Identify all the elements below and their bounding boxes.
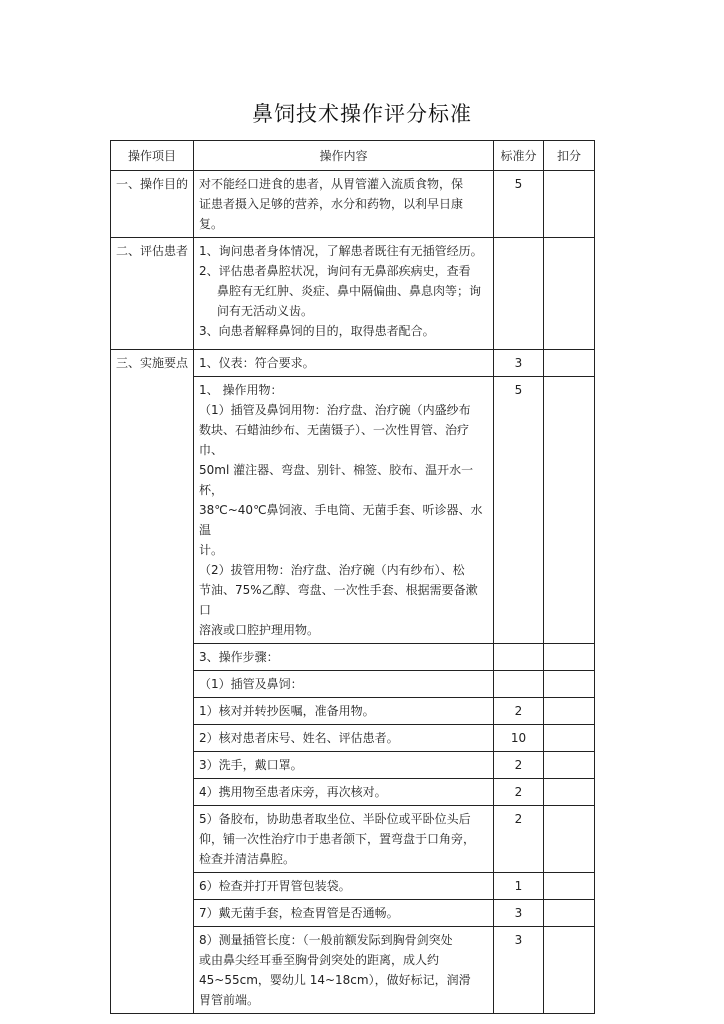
content-cell <box>194 779 494 806</box>
score-cell: 2 <box>494 752 544 779</box>
content-line: 计。 <box>199 543 224 557</box>
content-line: 鼻腔有无红肿、炎症、鼻中隔偏曲、鼻息肉等；询 <box>217 284 482 298</box>
content-line: 7）戴无菌手套，检查胃管是否通畅。 <box>199 906 399 920</box>
deduct-cell <box>544 644 595 671</box>
content-line: 2、评估患者鼻腔状况，询问有无鼻部疾病史，查看 <box>199 264 471 278</box>
content-line: 1）核对并转抄医嘱，准备用物。 <box>199 704 375 718</box>
content-assess <box>194 238 494 350</box>
table-row <box>111 171 595 238</box>
deduct-cell <box>544 698 595 725</box>
content-line: 1、询问患者身体情况，了解患者既往有无插管经历。 <box>199 244 483 258</box>
header-item: 操作项目 <box>111 141 194 171</box>
content-cell <box>194 752 494 779</box>
content-line: 对不能经口进食的患者，从胃管灌入流质食物，保 <box>199 177 464 191</box>
content-purpose <box>194 171 494 238</box>
score-cell: 5 <box>494 171 544 238</box>
content-line: 45~55cm，婴幼儿 14~18cm），做好标记，润滑 <box>199 973 471 987</box>
content-line: 或由鼻尖经耳垂至胸骨剑突处的距离，成人约 <box>199 953 440 967</box>
content-line: （1）插管及鼻饲用物：治疗盘、治疗碗（内盛纱布 <box>199 403 471 417</box>
score-cell: 3 <box>494 350 544 377</box>
score-cell <box>494 238 544 350</box>
content-cell <box>194 350 494 377</box>
content-line: 3）洗手，戴口罩。 <box>199 758 303 772</box>
content-cell <box>194 698 494 725</box>
content-line: 溶液或口腔护理用物。 <box>199 623 320 637</box>
content-line: 50ml 灌注器、弯盘、别针、棉签、胶布、温开水一杯， <box>199 463 474 497</box>
score-cell: 5 <box>494 377 544 644</box>
deduct-cell <box>544 725 595 752</box>
header-row <box>111 141 595 171</box>
scoring-table <box>110 140 595 1014</box>
table-row <box>111 238 595 350</box>
score-cell: 3 <box>494 927 544 1014</box>
page-title: 鼻饲技术操作评分标准 <box>252 102 472 126</box>
score-cell: 2 <box>494 698 544 725</box>
content-line: 2）核对患者床号、姓名、评估患者。 <box>199 731 399 745</box>
content-cell <box>194 644 494 671</box>
content-line: 1、仪表：符合要求。 <box>199 356 315 370</box>
item-assess: 二、评估患者 <box>111 238 194 350</box>
content-line: 4）携用物至患者床旁，再次核对。 <box>199 785 387 799</box>
score-cell: 10 <box>494 725 544 752</box>
table-row <box>111 350 595 377</box>
content-line: 数块、石蜡油纱布、无菌镊子）、一次性胃管、治疗巾、 <box>199 423 470 457</box>
content-line: 8）测量插管长度：（一般前额发际到胸骨剑突处 <box>199 933 453 947</box>
deduct-cell <box>544 806 595 873</box>
deduct-cell <box>544 900 595 927</box>
deduct-cell <box>544 350 595 377</box>
deduct-cell <box>544 873 595 900</box>
deduct-cell <box>544 671 595 698</box>
content-line: 3、操作步骤： <box>199 650 279 664</box>
score-cell: 2 <box>494 806 544 873</box>
content-cell <box>194 873 494 900</box>
score-cell <box>494 671 544 698</box>
score-cell <box>494 644 544 671</box>
content-line: （1）插管及鼻饲： <box>199 677 303 691</box>
content-cell <box>194 671 494 698</box>
content-line: 38℃~40℃鼻饲液、手电筒、无菌手套、听诊器、水温 <box>199 503 483 537</box>
deduct-cell <box>544 752 595 779</box>
deduct-cell <box>544 927 595 1014</box>
content-line: （2）拔管用物：治疗盘、治疗碗（内有纱布）、松 <box>199 563 465 577</box>
content-line: 6）检查并打开胃管包装袋。 <box>199 879 351 893</box>
score-cell: 1 <box>494 873 544 900</box>
content-line: 1、 操作用物： <box>199 383 283 397</box>
header-content: 操作内容 <box>194 141 494 171</box>
content-line: 胃管前端。 <box>199 993 260 1007</box>
content-line: 证患者摄入足够的营养，水分和药物，以利早日康 <box>199 197 464 211</box>
content-cell <box>194 725 494 752</box>
content-cell <box>194 927 494 1014</box>
content-line: 检查并清洁鼻腔。 <box>199 852 296 866</box>
item-implement: 三、实施要点 <box>111 350 194 1014</box>
content-cell <box>194 900 494 927</box>
content-cell <box>194 806 494 873</box>
content-line: 节油、75%乙醇、弯盘、一次性手套、根据需要备漱口 <box>199 583 478 617</box>
content-line: 5）备胶布，协助患者取坐位、半卧位或平卧位头后 <box>199 812 471 826</box>
score-cell: 2 <box>494 779 544 806</box>
deduct-cell <box>544 377 595 644</box>
content-line: 仰，铺一次性治疗巾于患者颌下，置弯盘于口角旁， <box>199 832 476 846</box>
content-line: 问有无活动义齿。 <box>217 304 314 318</box>
content-cell <box>194 377 494 644</box>
item-purpose: 一、操作目的 <box>111 171 194 238</box>
deduct-cell <box>544 171 595 238</box>
header-score: 标准分 <box>494 141 544 171</box>
deduct-cell <box>544 779 595 806</box>
content-line: 复。 <box>199 217 224 231</box>
score-cell: 3 <box>494 900 544 927</box>
deduct-cell <box>544 238 595 350</box>
content-line: 3、向患者解释鼻饲的目的，取得患者配合。 <box>199 324 435 338</box>
header-deduct: 扣分 <box>544 141 595 171</box>
